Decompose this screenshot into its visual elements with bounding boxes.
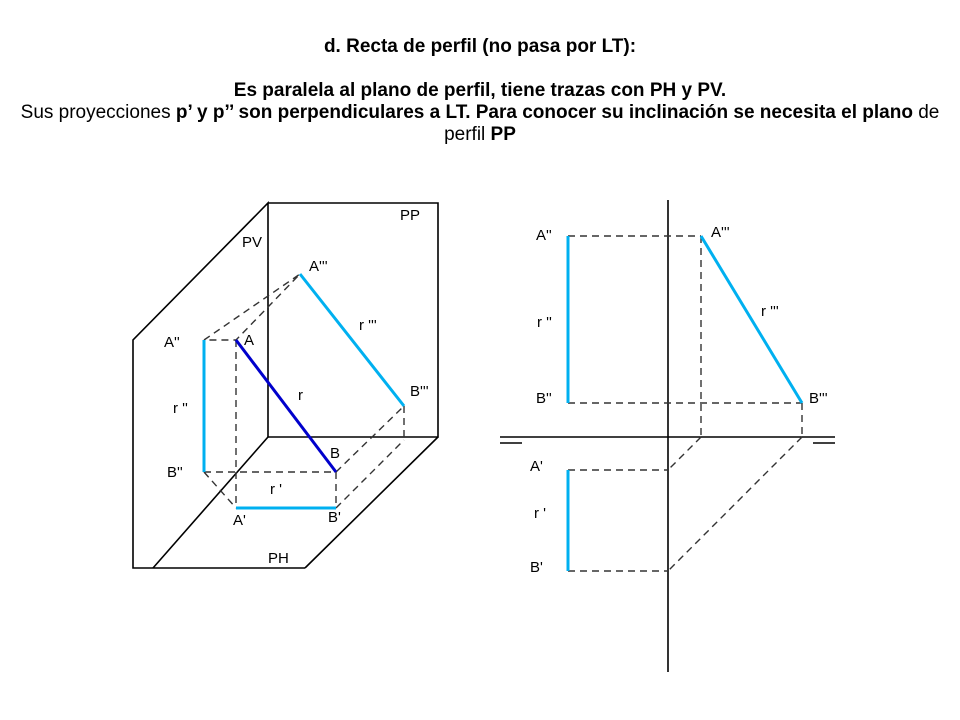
pp-plane-outline — [268, 203, 438, 437]
label-b-dd-3d: B'' — [167, 464, 183, 481]
label-a-dd: A'' — [536, 227, 552, 244]
label-b-tt-3d: B''' — [410, 383, 429, 400]
r-tt-projection — [701, 236, 802, 403]
label-r-3d: r — [298, 387, 303, 404]
a-fold-arc-line — [668, 437, 701, 470]
label-a-d: A' — [530, 458, 543, 475]
r-tt-projection-3d — [300, 274, 404, 406]
label-r-d-3d: r ' — [270, 481, 283, 498]
label-r-dd-3d: r '' — [173, 400, 188, 417]
label-r-d: r ' — [534, 505, 547, 522]
slide-title: d. Recta de perfil (no pasa por LT): — [323, 36, 637, 57]
label-b-dd: B'' — [536, 390, 552, 407]
label-r-tt-3d: r ''' — [359, 317, 377, 334]
label-a-tt-3d: A''' — [309, 258, 328, 275]
label-pp: PP — [400, 207, 421, 224]
label-b-tt: B''' — [809, 390, 828, 407]
description-text-d: PP — [490, 124, 516, 145]
b-fold-arc-line — [668, 437, 802, 571]
label-a-tt: A''' — [711, 224, 730, 241]
label-b-d-3d: B' — [328, 509, 341, 526]
label-b-3d: B — [330, 445, 341, 462]
left-3d-diagram — [133, 203, 438, 568]
description-line-1: Es paralela al plano de perfil, tiene trazas con PH y PV. — [233, 80, 727, 101]
description-text-a: Sus proyecciones — [20, 102, 176, 123]
right-dihedral-diagram — [500, 200, 835, 672]
a-projector-upper — [204, 274, 300, 340]
label-a-3d: A — [244, 332, 255, 349]
description-text-c: de perfil — [444, 102, 940, 145]
label-pv: PV — [242, 234, 263, 251]
b-dd-to-ph-projector — [204, 472, 236, 508]
label-a-d-3d: A' — [233, 512, 246, 529]
r-line-in-space — [236, 340, 336, 472]
b-prime-to-pp-projector — [336, 440, 404, 508]
ph-diagonal-edge — [153, 437, 268, 568]
label-ph: PH — [268, 550, 289, 567]
label-r-dd: r '' — [537, 314, 552, 331]
description-text-b: p’ y p’’ son perpendiculares a LT. Para conocer su inclinación se necesita el plano — [175, 102, 913, 123]
label-a-dd-3d: A'' — [164, 334, 180, 351]
label-r-tt: r ''' — [761, 303, 779, 320]
label-b-d: B' — [530, 559, 543, 576]
b-to-b-tt-projector — [336, 406, 404, 472]
